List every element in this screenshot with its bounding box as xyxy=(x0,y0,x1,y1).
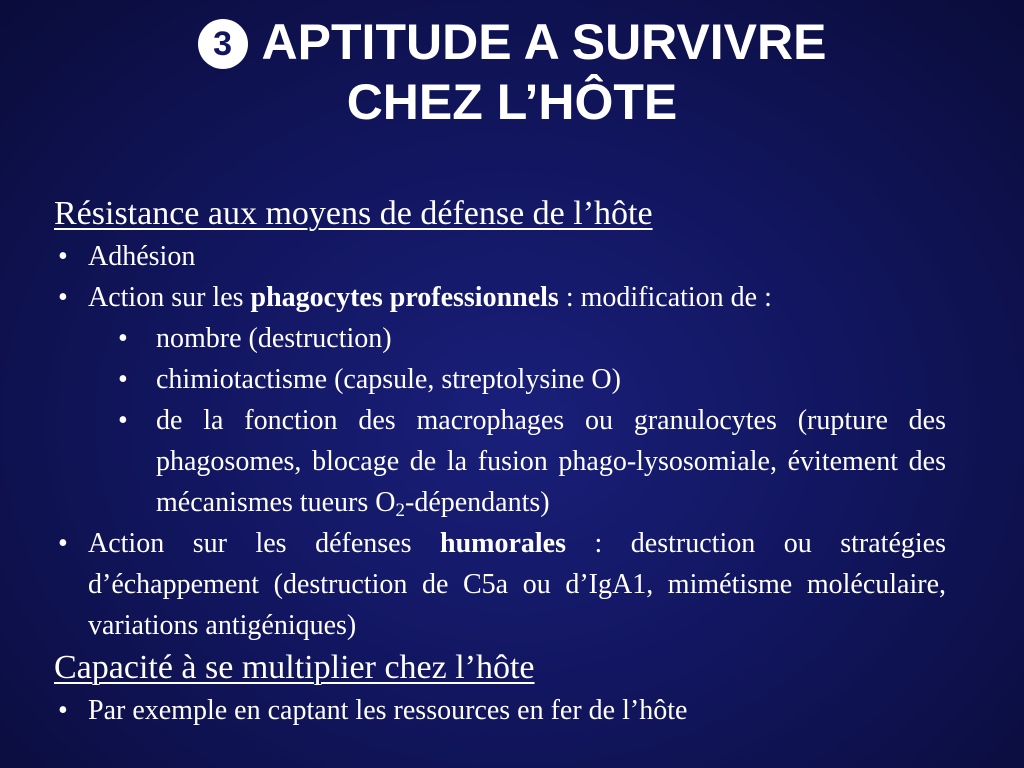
title-line-2: CHEZ L’HÔTE xyxy=(346,74,678,130)
bullet-phagocytes-bold: phagocytes professionnels xyxy=(250,282,559,313)
subbullet-fonction xyxy=(54,400,946,523)
title-line-1: APTITUDE A SURVIVRE xyxy=(261,14,827,70)
bullet-humorales xyxy=(54,523,946,646)
bullet-humorales-bold: humorales xyxy=(440,528,566,559)
subbullet-fonction-subscript: 2 xyxy=(395,500,405,521)
bullet-humorales-text-after: : destruction ou stratégies d’échappement (destruction de C5a ou d’IgA1, mimétisme moléculaire, variations antigéniques) xyxy=(88,528,946,641)
subbullet-nombre-text: nombre (destruction) xyxy=(156,323,392,354)
bullet-fer xyxy=(54,690,946,731)
subbullet-nombre xyxy=(54,318,946,359)
slide-content xyxy=(54,192,946,731)
bullet-humorales-text-before: Action sur les défenses xyxy=(88,528,440,559)
bullet-adhesion-text: Adhésion xyxy=(88,241,196,272)
bullet-phagocytes-text-after: : modification de : xyxy=(558,282,772,313)
bullet-fer-text: Par exemple en captant les ressources en fer de l’hôte xyxy=(88,695,688,726)
subbullet-fonction-text-after: -dépendants) xyxy=(405,487,550,518)
bullet-phagocytes xyxy=(54,277,946,318)
section-heading-resistance: Résistance aux moyens de défense de l’hôte xyxy=(54,195,653,232)
subbullet-chimiotactisme xyxy=(54,359,946,400)
subbullet-chimiotactisme-text: chimiotactisme (capsule, streptolysine O) xyxy=(156,364,621,395)
title-number-badge: 3 xyxy=(198,19,248,69)
bullet-adhesion xyxy=(54,236,946,277)
section-heading-multiplication: Capacité à se multiplier chez l’hôte xyxy=(54,649,535,686)
slide-title xyxy=(0,12,1024,132)
subbullet-fonction-text-before: de la fonction des macrophages ou granulocytes (rupture des phagosomes, blocage de la fusion phago-lysosomiale, évitement des mécanismes tueurs O xyxy=(156,405,946,518)
bullet-phagocytes-text-before: Action sur les xyxy=(88,282,251,313)
